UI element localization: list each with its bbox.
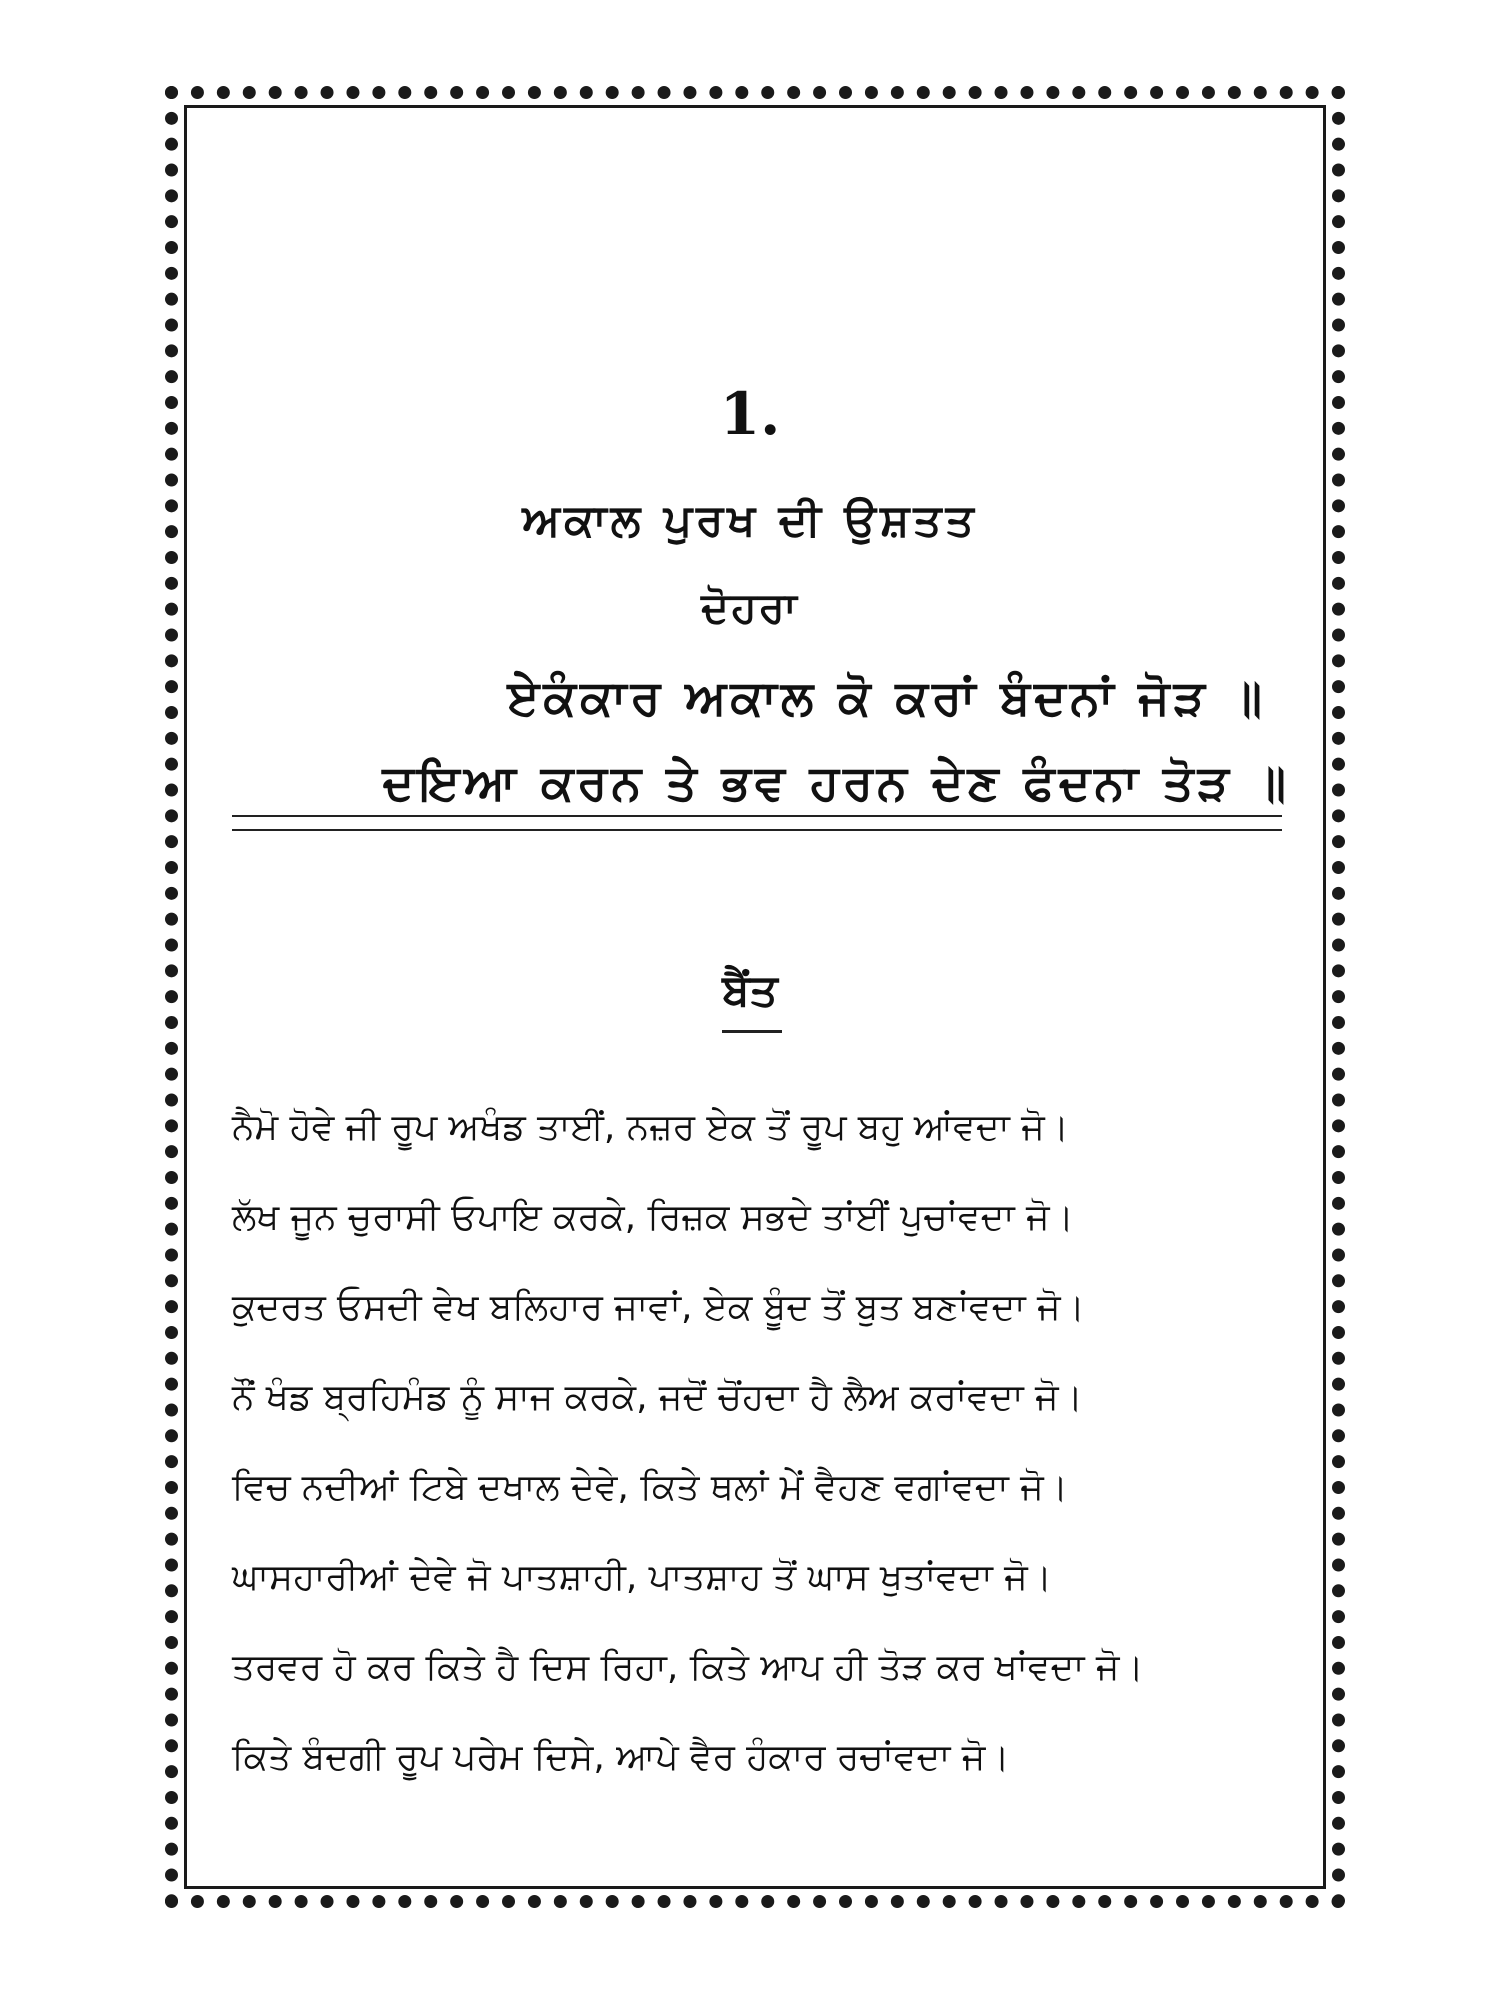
verse-line: ਕਿਤੇ ਬੰਦਗੀ ਰੂਪ ਪਰੇਮ ਦਿਸੇ, ਆਪੇ ਵੈਰ ਹੰਕਾਰ ਰਚਾਂਵਦਾ ਜੋ। (232, 1737, 1010, 1778)
section-divider (232, 815, 1282, 831)
chapter-number: 1. (719, 380, 781, 448)
verse-line: ਕੁਦਰਤ ਓਸਦੀ ਵੇਖ ਬਲਿਹਾਰ ਜਾਵਾਂ, ਏਕ ਬੂੰਦ ਤੋਂ ਬੁਤ ਬਣਾਂਵਦਾ ਜੋ। (232, 1287, 1085, 1328)
section-title-underline (722, 1030, 782, 1033)
chapter-subheading: ਦੋਹਰਾ (701, 583, 799, 632)
dohra-line: ਏਕੰਕਾਰ ਅਕਾਲ ਕੋ ਕਰਾਂ ਬੰਦਨਾਂ ਜੋੜ ॥ (507, 670, 1266, 726)
dohra-line: ਦਇਆ ਕਰਨ ਤੇ ਭਵ ਹਰਨ ਦੇਣ ਫੰਦਨਾ ਤੋੜ ॥ (382, 755, 1290, 811)
verse-line: ਨੈਮੋ ਹੋਵੇ ਜੀ ਰੂਪ ਅਖੰਡ ਤਾਈਂ, ਨਜ਼ਰ ਏਕ ਤੋਂ ਰੂਪ ਬਹੁ ਆਂਵਦਾ ਜੋ। (232, 1107, 1070, 1148)
verse-line: ਤਰਵਰ ਹੋ ਕਰ ਕਿਤੇ ਹੈ ਦਿਸ ਰਿਹਾ, ਕਿਤੇ ਆਪ ਹੀ ਤੋੜ ਕਰ ਖਾਂਵਦਾ ਜੋ। (232, 1647, 1144, 1688)
verse-line: ਵਿਚ ਨਦੀਆਂ ਟਿਬੇ ਦਖਾਲ ਦੇਵੇ, ਕਿਤੇ ਥਲਾਂ ਮੇਂ ਵੈਹਣ ਵਗਾਂਵਦਾ ਜੋ। (232, 1467, 1069, 1508)
verse-line: ਲੱਖ ਜੂਨ ਚੁਰਾਸੀ ਓਪਾਇ ਕਰਕੇ, ਰਿਜ਼ਕ ਸਭਦੇ ਤਾਂਈਂ ਪੁਚਾਂਵਦਾ ਜੋ। (232, 1197, 1074, 1238)
verse-list (232, 1098, 1144, 1818)
verse-line: ਘਾਸਹਾਰੀਆਂ ਦੇਵੇ ਜੋ ਪਾਤਸ਼ਾਹੀ, ਪਾਤਸ਼ਾਹ ਤੋਂ ਘਾਸ ਖੁਤਾਂਵਦਾ ਜੋ। (232, 1557, 1053, 1598)
section-title: ਬੈਂਤ (722, 965, 778, 1016)
chapter-heading: ਅਕਾਲ ਪੁਰਖ ਦੀ ਉਸ਼ਤਤ (522, 495, 978, 546)
verse-line: ਨੌਂ ਖੰਡ ਬ੍ਰਹਿਮੰਡ ਨੂੰ ਸਾਜ ਕਰਕੇ, ਜਦੋਂ ਚੋਂਹਦਾ ਹੈ ਲੈਅ ਕਰਾਂਵਦਾ ਜੋ। (232, 1377, 1083, 1418)
